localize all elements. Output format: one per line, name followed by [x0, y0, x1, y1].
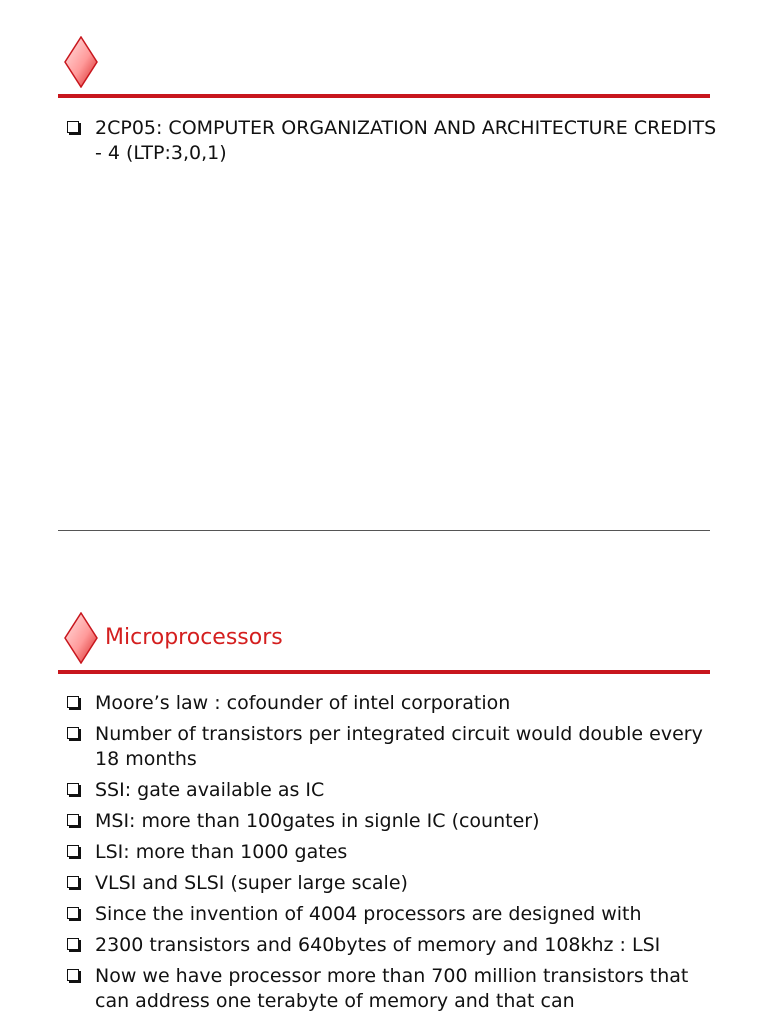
diamond-icon: [64, 612, 98, 664]
square-bullet-icon: [67, 876, 79, 888]
bullet-list: [67, 691, 717, 1020]
slide-2: [0, 531, 768, 1024]
square-bullet-icon: [67, 814, 79, 826]
bullet-item: [67, 722, 717, 772]
bullet-item: [67, 778, 717, 803]
bullet-text: VLSI and SLSI (super large scale): [95, 872, 408, 894]
square-bullet-icon: [67, 696, 79, 708]
bullet-text: 2300 transistors and 640bytes of memory and 108khz : LSI: [95, 934, 661, 956]
bullet-text: 2CP05: COMPUTER ORGANIZATION AND ARCHITECTURE CREDITS - 4 (LTP:3,0,1): [95, 117, 717, 164]
slide-title: Microprocessors: [105, 625, 283, 650]
square-bullet-icon: [67, 783, 79, 795]
bullet-text: Now we have processor more than 700 million transistors that can address one terabyte of memory and that can: [95, 965, 689, 1012]
bullet-list: [67, 116, 717, 172]
square-bullet-icon: [67, 845, 79, 857]
bullet-text: Number of transistors per integrated circuit would double every 18 months: [95, 723, 703, 770]
bullet-text: LSI: more than 1000 gates: [95, 841, 348, 863]
diamond-icon: [64, 36, 98, 88]
bullet-text: Moore’s law : cofounder of intel corporation: [95, 692, 511, 714]
title-rule: [58, 94, 710, 98]
bullet-text: SSI: gate available as IC: [95, 779, 325, 801]
title-rule: [58, 670, 710, 674]
square-bullet-icon: [67, 907, 79, 919]
square-bullet-icon: [67, 969, 79, 981]
bullet-item: [67, 809, 717, 834]
bullet-item: [67, 871, 717, 896]
square-bullet-icon: [67, 121, 79, 133]
bullet-text: MSI: more than 100gates in signle IC (counter): [95, 810, 540, 832]
bullet-item: [67, 840, 717, 865]
square-bullet-icon: [67, 727, 79, 739]
bullet-item: [67, 691, 717, 716]
square-bullet-icon: [67, 938, 79, 950]
bullet-item: [67, 964, 717, 1014]
bullet-item: [67, 933, 717, 958]
bullet-item: [67, 116, 717, 166]
bullet-item: [67, 902, 717, 927]
bullet-text: Since the invention of 4004 processors are designed with: [95, 903, 642, 925]
